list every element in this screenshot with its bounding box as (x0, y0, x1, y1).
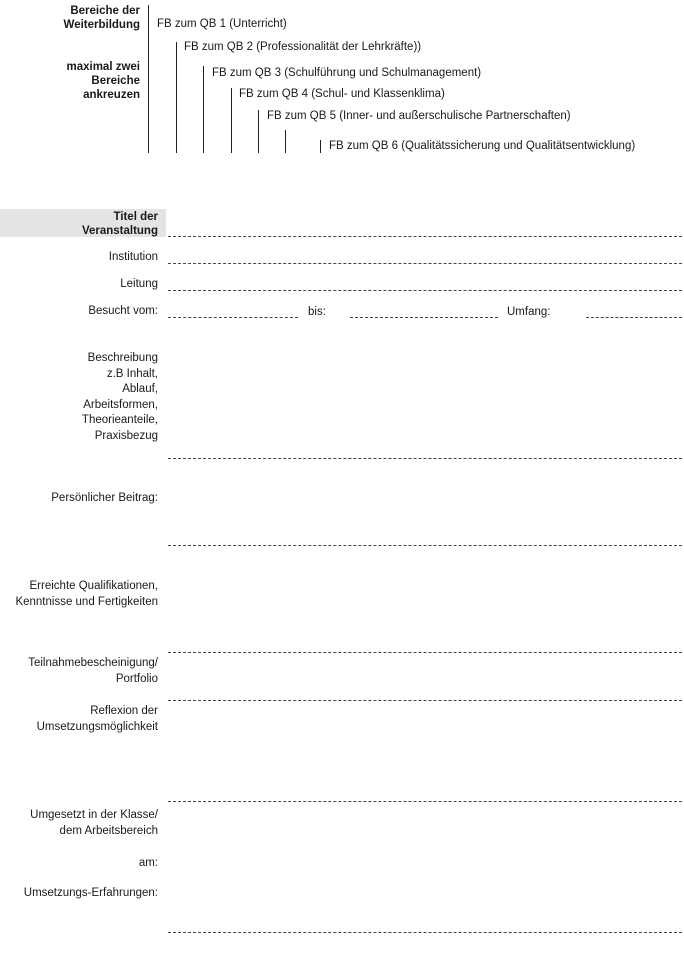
maximal-label: maximal zwei Bereiche ankreuzen (66, 61, 140, 101)
checkbox-line-qb6-tick (320, 140, 321, 153)
bis-label: bis: (308, 306, 326, 318)
erfahrungen-label: Umsetzungs-Erfahrungen: (23, 887, 158, 899)
checkbox-line-qb6[interactable] (285, 130, 286, 153)
option-qb6[interactable]: FB zum QB 6 (Qualitätssicherung und Qualitätsentwicklung) (329, 140, 636, 152)
besucht-vom-field[interactable] (168, 317, 298, 318)
checkbox-line-qb1[interactable] (148, 5, 149, 153)
teilnahme-label: Teilnahmebescheinigung/ Portfolio (28, 657, 158, 685)
persoenlicher-beitrag-label: Persönlicher Beitrag: (51, 492, 158, 504)
teilnahme-field[interactable] (168, 700, 682, 701)
option-qb1[interactable]: FB zum QB 1 (Unterricht) (157, 18, 287, 30)
reflexion-field[interactable] (168, 801, 682, 802)
option-qb4[interactable]: FB zum QB 4 (Schul- und Klassenklima) (239, 88, 445, 100)
institution-label: Institution (108, 251, 158, 263)
leitung-field[interactable] (168, 290, 682, 291)
reflexion-label: Reflexion der Umsetzungsmöglichkeit (36, 705, 158, 733)
umfang-label: Umfang: (507, 306, 551, 318)
umfang-field[interactable] (586, 317, 682, 318)
qualifikationen-label: Erreichte Qualifikationen, Kenntnisse und Fertigkeiten (15, 580, 158, 608)
option-qb5[interactable]: FB zum QB 5 (Inner- und außerschulische Partnerschaften) (267, 110, 571, 122)
umgesetzt-label: Umgesetzt in der Klasse/ dem Arbeitsbereich (30, 809, 158, 837)
option-qb2[interactable]: FB zum QB 2 (Professionalität der Lehrkräfte)) (184, 41, 422, 53)
checkbox-line-qb2[interactable] (176, 42, 177, 153)
beschreibung-label: Beschreibung z.B Inhalt, Ablauf, Arbeitsformen, Theorieanteile, Praxisbezug (81, 352, 158, 442)
checkbox-line-qb5[interactable] (258, 110, 259, 153)
checkbox-line-qb4[interactable] (231, 88, 232, 153)
erfahrungen-field[interactable] (168, 932, 682, 933)
institution-field[interactable] (168, 263, 682, 264)
persoenlicher-beitrag-field[interactable] (168, 545, 682, 546)
titel-field[interactable] (168, 236, 682, 237)
beschreibung-field[interactable] (168, 458, 682, 459)
titel-label: Titel der Veranstaltung (81, 211, 158, 237)
checkbox-line-qb3[interactable] (203, 66, 204, 153)
am-label: am: (138, 857, 158, 869)
qualifikationen-field[interactable] (168, 652, 682, 653)
besucht-vom-label: Besucht vom: (88, 305, 158, 317)
leitung-label: Leitung (120, 278, 158, 290)
bereiche-label: Bereiche der Weiterbildung (63, 5, 140, 31)
bis-field[interactable] (350, 317, 498, 318)
option-qb3[interactable]: FB zum QB 3 (Schulführung und Schulmanagement) (212, 67, 482, 79)
